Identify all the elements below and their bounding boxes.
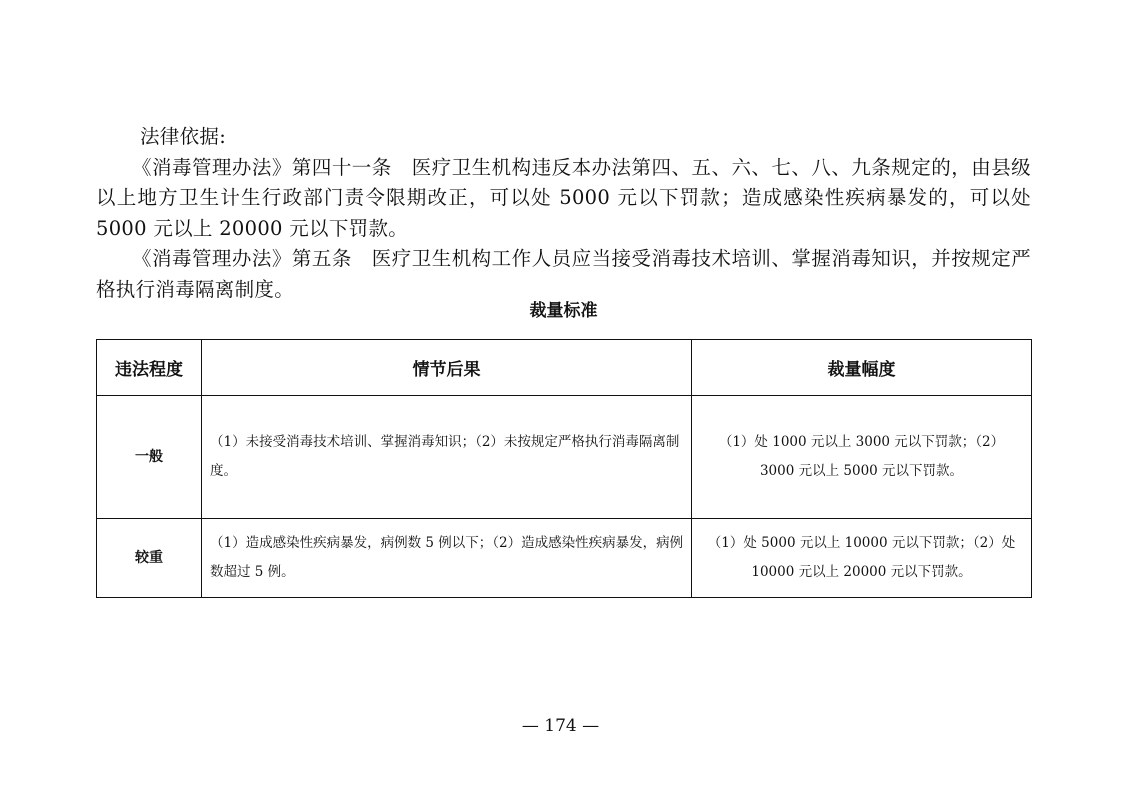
row-penalty-general: （1）处 1000 元以上 3000 元以下罚款；（2）3000 元以上 5000 元以下罚款。	[692, 396, 1032, 519]
row-facts-serious: （1）造成感染性疾病暴发，病例数 5 例以下；（2）造成感染性疾病暴发，病例数超过 5 例。	[202, 519, 692, 598]
header-circumstances: 情节后果	[202, 340, 692, 396]
legal-basis-section	[96, 122, 1031, 305]
legal-article-5: 《消毒管理办法》第五条 医疗卫生机构工作人员应当接受消毒技术培训、掌握消毒知识，并按规定严格执行消毒隔离制度。	[96, 247, 1031, 301]
header-violation-degree: 违法程度	[97, 340, 202, 396]
row-level-serious: 较重	[97, 519, 202, 598]
table-header-row	[97, 340, 1032, 396]
legal-basis-heading: 法律依据:	[140, 125, 227, 148]
header-discretion-range: 裁量幅度	[692, 340, 1032, 396]
page-number: — 174 —	[521, 716, 600, 736]
discretion-standard-table	[96, 339, 1032, 598]
legal-article-41: 《消毒管理办法》第四十一条 医疗卫生机构违反本办法第四、五、六、七、八、九条规定的，由县级以上地方卫生计生行政部门责令限期改正，可以处 5000 元以下罚款；造成感染性疾病暴发的，可以处 5000 元以上 20000 元以下罚款。	[96, 155, 1031, 240]
row-facts-general: （1）未接受消毒技术培训、掌握消毒知识；（2）未按规定严格执行消毒隔离制度。	[202, 396, 692, 519]
row-penalty-serious: （1）处 5000 元以上 10000 元以下罚款；（2）处 10000 元以上 20000 元以下罚款。	[692, 519, 1032, 598]
row-level-general: 一般	[97, 396, 202, 519]
table-row	[97, 519, 1032, 598]
table-row	[97, 396, 1032, 519]
table-title: 裁量标准	[529, 301, 598, 321]
